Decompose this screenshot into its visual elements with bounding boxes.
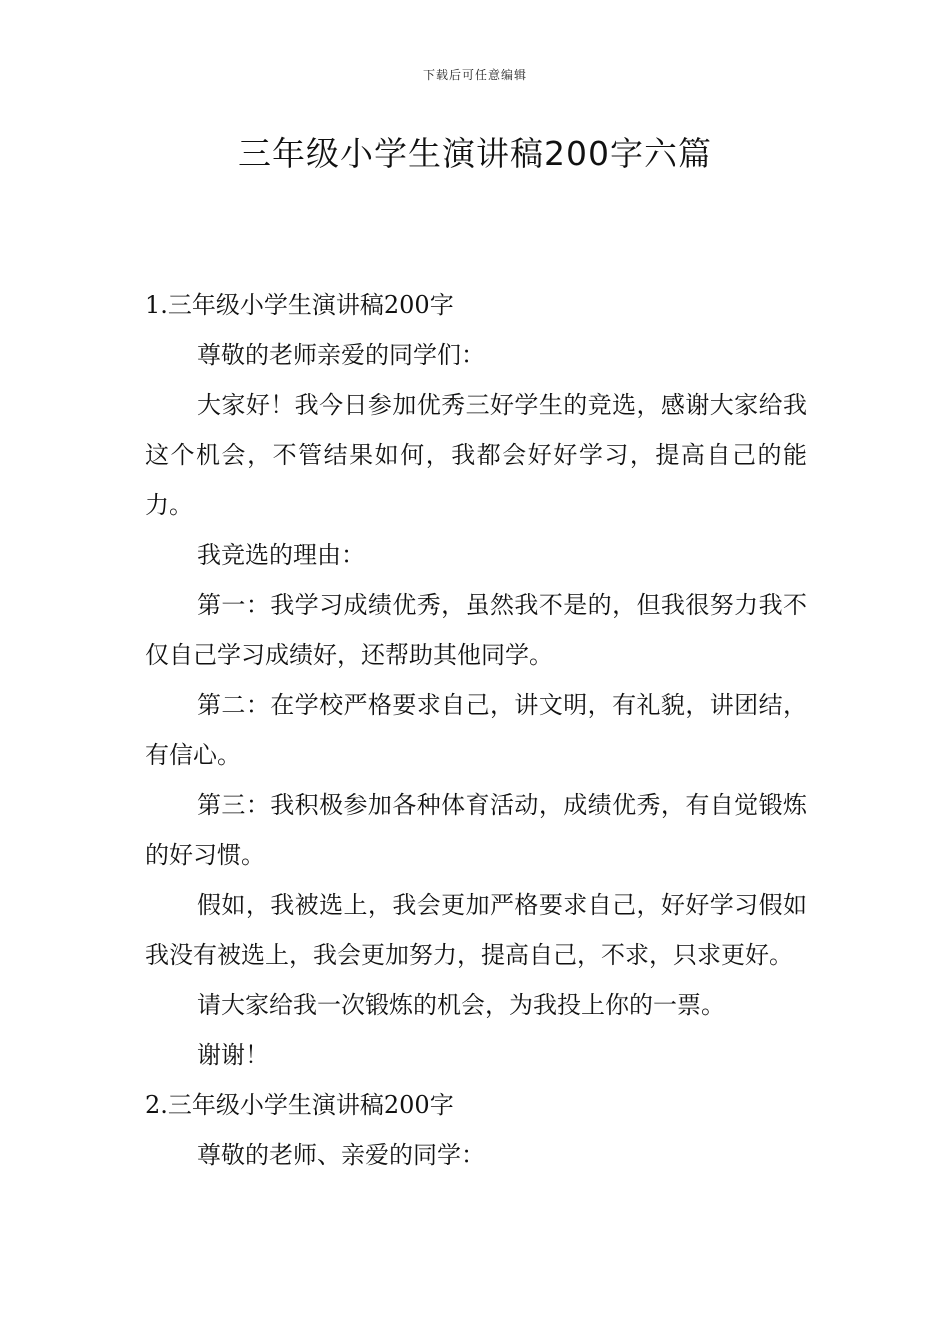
header-note: 下载后可任意编辑	[422, 68, 527, 82]
paragraph: 尊敬的老师、亲爱的同学：	[197, 1141, 485, 1169]
paragraph: 假如，我被选上，我会更加严格要求自己，好好学习假如我没有被选上，我会更加努力，提高自己，不求，只求更好。	[145, 891, 807, 969]
paragraph: 谢谢！	[197, 1041, 269, 1069]
paragraph: 大家好！我今日参加优秀三好学生的竞选，感谢大家给我这个机会，不管结果如何，我都会好好学习，提高自己的能力。	[145, 391, 807, 519]
paragraph: 第二：在学校严格要求自己，讲文明，有礼貌，讲团结，有信心。	[145, 691, 807, 769]
document-body	[145, 280, 807, 1180]
document-title: 三年级小学生演讲稿200字六篇	[238, 134, 712, 173]
paragraph: 第三：我积极参加各种体育活动，成绩优秀，有自觉锻炼的好习惯。	[145, 791, 807, 869]
section-heading: 2.三年级小学生演讲稿200字	[145, 1091, 454, 1119]
paragraph: 第一：我学习成绩优秀，虽然我不是的，但我很努力我不仅自己学习成绩好，还帮助其他同学。	[145, 591, 807, 669]
paragraph: 请大家给我一次锻炼的机会，为我投上你的一票。	[197, 991, 725, 1019]
section-heading: 1.三年级小学生演讲稿200字	[145, 291, 454, 319]
paragraph: 尊敬的老师亲爱的同学们：	[197, 341, 485, 369]
paragraph: 我竞选的理由：	[197, 541, 365, 569]
